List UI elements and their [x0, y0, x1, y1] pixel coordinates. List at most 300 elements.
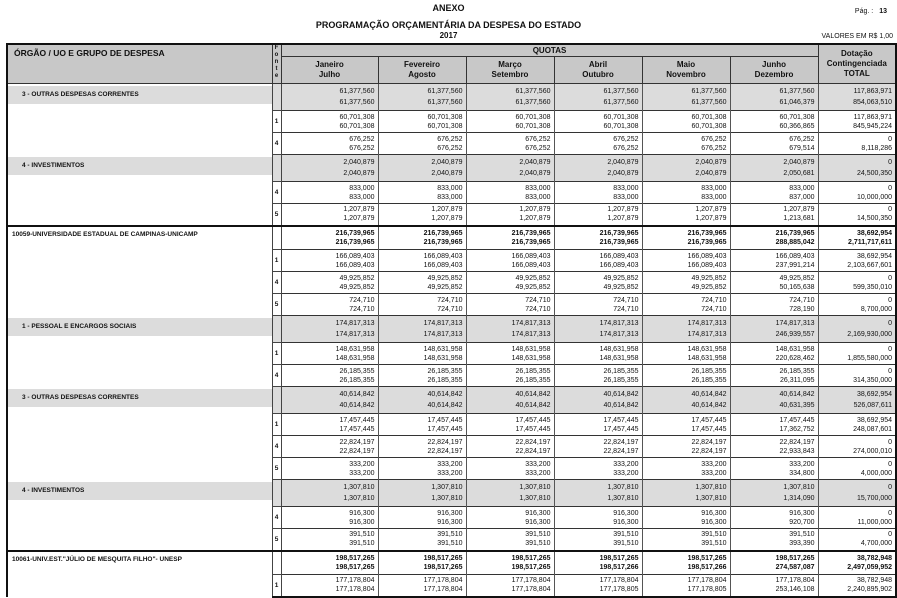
month-value-cell — [642, 133, 730, 155]
value-first-semester: 1,307,810 — [695, 484, 727, 491]
month-value-cell — [281, 226, 378, 250]
value-first-semester: 166,089,403 — [423, 252, 463, 260]
month-value-cell — [281, 111, 378, 133]
value-second-semester: 22,824,197 — [339, 447, 375, 455]
month-header-1 — [281, 57, 378, 84]
value-second-semester: 2,040,879 — [431, 170, 463, 177]
month-value-cell — [281, 414, 378, 436]
value-first-semester: 216,739,965 — [599, 229, 639, 237]
month-value-cell — [642, 250, 730, 272]
month-value-cell — [378, 294, 466, 316]
value-second-semester: 60,701,308 — [427, 122, 463, 130]
fonte-code: 5 — [272, 458, 281, 480]
month-value-cell — [281, 316, 378, 343]
value-second-semester: 61,377,560 — [691, 99, 727, 106]
fonte-code — [272, 155, 281, 182]
value-first-semester: 0 — [888, 531, 893, 539]
month-value-cell — [378, 133, 466, 155]
month-top: Fevereiro — [403, 60, 441, 69]
value-first-semester: 148,631,958 — [511, 345, 551, 353]
month-value-cell — [730, 529, 818, 551]
value-second-semester: 274,000,010 — [853, 447, 893, 455]
value-second-semester: 40,614,842 — [691, 402, 727, 409]
empty-label-cell — [7, 204, 272, 226]
value-first-semester: 40,614,842 — [339, 391, 375, 398]
fonte-code — [272, 226, 281, 250]
value-first-semester: 0 — [888, 135, 893, 143]
month-value-cell — [281, 480, 378, 507]
empty-label-cell — [7, 529, 272, 551]
value-first-semester: 148,631,958 — [775, 345, 815, 353]
value-second-semester: 288,885,042 — [775, 238, 815, 246]
unit-label: 10059-UNIVERSIDADE ESTADUAL DE CAMPINAS-UNICAMP — [12, 230, 198, 238]
month-value-cell — [466, 155, 554, 182]
month-value-cell — [378, 111, 466, 133]
empty-label-cell — [7, 343, 272, 365]
value-second-semester: 1,213,681 — [783, 215, 815, 223]
total-cell — [818, 436, 896, 458]
month-value-cell — [730, 480, 818, 507]
value-second-semester: 333,200 — [525, 469, 551, 477]
value-first-semester: 22,824,197 — [691, 438, 727, 446]
fonte-code — [272, 387, 281, 414]
value-first-semester: 26,185,355 — [515, 367, 551, 375]
value-first-semester: 916,300 — [349, 509, 375, 517]
month-value-cell — [554, 250, 642, 272]
value-second-semester: 2,040,879 — [519, 170, 551, 177]
month-value-cell — [554, 436, 642, 458]
fonte-row — [7, 436, 896, 458]
value-second-semester: 333,200 — [437, 469, 463, 477]
month-value-cell — [466, 480, 554, 507]
month-value-cell — [730, 111, 818, 133]
value-first-semester: 2,040,879 — [695, 159, 727, 166]
month-value-cell — [642, 551, 730, 575]
value-first-semester: 676,252 — [613, 135, 639, 143]
value-first-semester: 49,925,852 — [339, 274, 375, 282]
fonte-code: 1 — [272, 111, 281, 133]
value-first-semester: 61,377,560 — [427, 88, 463, 95]
value-first-semester: 166,089,403 — [687, 252, 727, 260]
month-value-cell — [730, 387, 818, 414]
value-second-semester: 333,200 — [349, 469, 375, 477]
value-first-semester: 2,040,879 — [607, 159, 639, 166]
group-label-cell — [7, 84, 272, 111]
month-value-cell — [378, 414, 466, 436]
value-first-semester: 17,457,445 — [691, 416, 727, 424]
value-first-semester: 38,782,948 — [857, 577, 893, 585]
value-second-semester: 174,817,313 — [423, 331, 463, 338]
month-value-cell — [466, 250, 554, 272]
value-first-semester: 40,614,842 — [779, 391, 815, 398]
value-second-semester: 148,631,958 — [511, 354, 551, 362]
value-first-semester: 724,710 — [789, 296, 815, 304]
empty-label-cell — [7, 365, 272, 387]
group-label: 4 - INVESTIMENTOS — [8, 482, 272, 500]
value-first-semester: 166,089,403 — [775, 252, 815, 260]
value-second-semester: 333,200 — [613, 469, 639, 477]
value-first-semester: 17,457,445 — [603, 416, 639, 424]
month-value-cell — [642, 84, 730, 111]
month-value-cell — [642, 204, 730, 226]
value-second-semester: 676,252 — [613, 144, 639, 152]
group-label-cell — [7, 480, 272, 507]
month-value-cell — [281, 155, 378, 182]
value-second-semester: 166,089,403 — [335, 261, 375, 269]
month-value-cell — [378, 387, 466, 414]
value-second-semester: 916,300 — [437, 518, 463, 526]
value-second-semester: 854,063,510 — [853, 99, 893, 106]
fonte-code: 4 — [272, 436, 281, 458]
value-first-semester: 391,510 — [437, 531, 463, 539]
value-second-semester: 837,000 — [789, 193, 815, 201]
value-second-semester: 676,252 — [525, 144, 551, 152]
value-first-semester: 40,614,842 — [515, 391, 551, 398]
value-first-semester: 49,925,852 — [515, 274, 551, 282]
value-second-semester: 148,631,958 — [599, 354, 639, 362]
value-second-semester: 148,631,958 — [423, 354, 463, 362]
value-second-semester: 198,517,266 — [687, 563, 727, 571]
month-value-cell — [466, 529, 554, 551]
total-header-line2: Contingenciada — [826, 59, 887, 68]
value-first-semester: 38,692,954 — [857, 416, 893, 424]
value-first-semester: 0 — [888, 345, 893, 353]
value-second-semester: 679,514 — [789, 144, 815, 152]
value-first-semester: 676,252 — [349, 135, 375, 143]
value-first-semester: 0 — [888, 206, 893, 214]
month-value-cell — [642, 480, 730, 507]
empty-label-cell — [7, 507, 272, 529]
fonte-code — [272, 84, 281, 111]
month-value-cell — [554, 182, 642, 204]
value-first-semester: 216,739,965 — [423, 229, 463, 237]
value-first-semester: 0 — [888, 320, 893, 327]
value-first-semester: 333,200 — [525, 460, 551, 468]
value-first-semester: 391,510 — [525, 531, 551, 539]
month-value-cell — [281, 387, 378, 414]
value-first-semester: 198,517,265 — [775, 554, 815, 562]
value-second-semester: 40,614,842 — [339, 402, 375, 409]
value-first-semester: 0 — [888, 367, 893, 375]
month-value-cell — [466, 458, 554, 480]
group-label: 4 - INVESTIMENTOS — [8, 157, 272, 175]
value-second-semester: 724,710 — [349, 305, 375, 313]
value-first-semester: 40,614,842 — [427, 391, 463, 398]
value-second-semester: 174,817,313 — [687, 331, 727, 338]
value-first-semester: 17,457,445 — [779, 416, 815, 424]
value-second-semester: 60,701,308 — [339, 122, 375, 130]
month-value-cell — [554, 111, 642, 133]
value-second-semester: 198,517,266 — [599, 563, 639, 571]
month-value-cell — [554, 480, 642, 507]
value-first-semester: 117,863,971 — [853, 113, 893, 121]
value-first-semester: 391,510 — [789, 531, 815, 539]
value-first-semester: 177,178,804 — [423, 577, 463, 585]
month-value-cell — [730, 316, 818, 343]
value-first-semester: 38,692,954 — [857, 391, 893, 398]
month-value-cell — [730, 204, 818, 226]
value-second-semester: 49,925,852 — [603, 283, 639, 291]
value-second-semester: 216,739,965 — [687, 238, 727, 246]
value-first-semester: 833,000 — [613, 184, 639, 192]
total-cell — [818, 155, 896, 182]
value-second-semester: 1,307,810 — [607, 495, 639, 502]
value-first-semester: 0 — [888, 460, 893, 468]
value-first-semester: 177,178,804 — [511, 577, 551, 585]
month-value-cell — [378, 155, 466, 182]
value-second-semester: 40,614,842 — [603, 402, 639, 409]
value-first-semester: 0 — [888, 184, 893, 192]
month-value-cell — [281, 365, 378, 387]
value-second-semester: 61,377,560 — [339, 99, 375, 106]
fonte-row — [7, 343, 896, 365]
fonte-row — [7, 182, 896, 204]
month-value-cell — [378, 182, 466, 204]
value-first-semester: 676,252 — [525, 135, 551, 143]
value-second-semester: 198,517,265 — [511, 563, 551, 571]
value-first-semester: 1,307,810 — [607, 484, 639, 491]
month-header-6 — [730, 57, 818, 84]
month-bottom: Julho — [318, 70, 341, 79]
total-cell — [818, 387, 896, 414]
value-second-semester: 2,240,895,902 — [847, 586, 893, 594]
value-second-semester: 724,710 — [701, 305, 727, 313]
value-first-semester: 391,510 — [613, 531, 639, 539]
value-first-semester: 38,782,948 — [857, 554, 893, 562]
value-first-semester: 0 — [888, 484, 893, 491]
value-second-semester: 391,510 — [613, 540, 639, 548]
value-second-semester: 237,991,214 — [775, 261, 815, 269]
value-second-semester: 1,207,879 — [695, 215, 727, 223]
value-first-semester: 1,307,810 — [343, 484, 375, 491]
value-first-semester: 676,252 — [789, 135, 815, 143]
value-first-semester: 17,457,445 — [515, 416, 551, 424]
value-first-semester: 22,824,197 — [427, 438, 463, 446]
total-cell — [818, 316, 896, 343]
value-first-semester: 1,207,879 — [431, 206, 463, 214]
value-second-semester: 248,087,601 — [853, 425, 893, 433]
month-value-cell — [378, 551, 466, 575]
value-first-semester: 833,000 — [437, 184, 463, 192]
value-second-semester: 2,050,681 — [783, 170, 815, 177]
month-value-cell — [642, 294, 730, 316]
fonte-code: 5 — [272, 204, 281, 226]
month-value-cell — [554, 529, 642, 551]
value-second-semester: 15,700,000 — [857, 495, 893, 502]
month-value-cell — [730, 226, 818, 250]
total-column-header — [818, 44, 896, 84]
month-value-cell — [378, 316, 466, 343]
value-first-semester: 0 — [888, 509, 893, 517]
month-value-cell — [642, 529, 730, 551]
value-second-semester: 148,631,958 — [335, 354, 375, 362]
value-second-semester: 198,517,265 — [335, 563, 375, 571]
value-second-semester: 920,700 — [789, 518, 815, 526]
fonte-code: 4 — [272, 507, 281, 529]
value-first-semester: 2,040,879 — [519, 159, 551, 166]
value-first-semester: 333,200 — [701, 460, 727, 468]
total-cell — [818, 480, 896, 507]
month-bottom: Outubro — [582, 70, 614, 79]
value-first-semester: 26,185,355 — [691, 367, 727, 375]
value-first-semester: 174,817,313 — [335, 320, 375, 327]
month-value-cell — [466, 272, 554, 294]
fonte-code: 4 — [272, 133, 281, 155]
value-second-semester: 391,510 — [701, 540, 727, 548]
value-first-semester: 333,200 — [613, 460, 639, 468]
month-value-cell — [378, 480, 466, 507]
value-first-semester: 40,614,842 — [603, 391, 639, 398]
month-value-cell — [730, 575, 818, 597]
value-second-semester: 391,510 — [525, 540, 551, 548]
total-cell — [818, 133, 896, 155]
value-second-semester: 1,207,879 — [431, 215, 463, 223]
total-cell — [818, 414, 896, 436]
month-value-cell — [730, 458, 818, 480]
value-second-semester: 1,855,580,000 — [847, 354, 893, 362]
value-first-semester: 174,817,313 — [687, 320, 727, 327]
total-cell — [818, 551, 896, 575]
value-second-semester: 17,362,752 — [779, 425, 815, 433]
month-value-cell — [554, 387, 642, 414]
value-second-semester: 253,146,108 — [775, 586, 815, 594]
value-first-semester: 166,089,403 — [599, 252, 639, 260]
fonte-row — [7, 529, 896, 551]
month-value-cell — [466, 294, 554, 316]
value-second-semester: 177,178,805 — [687, 586, 727, 594]
value-first-semester: 38,692,954 — [857, 252, 893, 260]
month-header-3 — [466, 57, 554, 84]
value-first-semester: 198,517,265 — [687, 554, 727, 562]
value-second-semester: 177,178,805 — [599, 586, 639, 594]
month-value-cell — [730, 250, 818, 272]
value-second-semester: 61,377,560 — [603, 99, 639, 106]
month-value-cell — [554, 272, 642, 294]
value-first-semester: 1,207,879 — [783, 206, 815, 214]
month-value-cell — [554, 316, 642, 343]
table-body — [7, 84, 896, 597]
month-value-cell — [642, 575, 730, 597]
month-header-5 — [642, 57, 730, 84]
total-cell — [818, 182, 896, 204]
value-first-semester: 1,307,810 — [783, 484, 815, 491]
value-second-semester: 724,710 — [613, 305, 639, 313]
group-row — [7, 316, 896, 343]
month-value-cell — [554, 204, 642, 226]
value-second-semester: 334,800 — [789, 469, 815, 477]
value-first-semester: 26,185,355 — [427, 367, 463, 375]
month-value-cell — [281, 507, 378, 529]
month-value-cell — [730, 272, 818, 294]
value-first-semester: 724,710 — [701, 296, 727, 304]
value-first-semester: 26,185,355 — [779, 367, 815, 375]
month-value-cell — [730, 155, 818, 182]
group-row — [7, 387, 896, 414]
value-first-semester: 60,701,308 — [339, 113, 375, 121]
fonte-code: 5 — [272, 529, 281, 551]
total-cell — [818, 575, 896, 597]
value-second-semester: 916,300 — [349, 518, 375, 526]
month-value-cell — [466, 133, 554, 155]
value-second-semester: 60,701,308 — [691, 122, 727, 130]
month-value-cell — [281, 250, 378, 272]
value-first-semester: 166,089,403 — [511, 252, 551, 260]
value-second-semester: 216,739,965 — [335, 238, 375, 246]
month-value-cell — [642, 365, 730, 387]
value-second-semester: 8,700,000 — [860, 305, 893, 313]
value-first-semester: 148,631,958 — [335, 345, 375, 353]
value-second-semester: 1,207,879 — [343, 215, 375, 223]
value-second-semester: 1,307,810 — [431, 495, 463, 502]
value-first-semester: 61,377,560 — [515, 88, 551, 95]
month-value-cell — [378, 529, 466, 551]
value-second-semester: 676,252 — [349, 144, 375, 152]
total-cell — [818, 507, 896, 529]
month-value-cell — [642, 414, 730, 436]
value-first-semester: 391,510 — [349, 531, 375, 539]
value-second-semester: 833,000 — [525, 193, 551, 201]
report-year: 2017 — [439, 31, 458, 40]
month-value-cell — [554, 226, 642, 250]
month-top: Abril — [588, 60, 608, 69]
value-first-semester: 38,692,954 — [857, 229, 893, 237]
month-value-cell — [466, 507, 554, 529]
value-second-semester: 50,165,638 — [779, 283, 815, 291]
value-second-semester: 1,307,810 — [695, 495, 727, 502]
value-second-semester: 1,207,879 — [519, 215, 551, 223]
month-value-cell — [554, 458, 642, 480]
value-first-semester: 60,701,308 — [779, 113, 815, 121]
value-first-semester: 216,739,965 — [775, 229, 815, 237]
value-first-semester: 916,300 — [613, 509, 639, 517]
value-second-semester: 17,457,445 — [691, 425, 727, 433]
value-second-semester: 22,824,197 — [691, 447, 727, 455]
group-label: 3 - OUTRAS DESPESAS CORRENTES — [8, 389, 272, 407]
month-bottom: Novembro — [666, 70, 706, 79]
month-value-cell — [281, 436, 378, 458]
total-header-line3: TOTAL — [843, 69, 870, 78]
value-first-semester: 49,925,852 — [603, 274, 639, 282]
month-value-cell — [730, 365, 818, 387]
value-second-semester: 166,089,403 — [511, 261, 551, 269]
month-value-cell — [642, 226, 730, 250]
unit-row — [7, 226, 896, 250]
value-second-semester: 17,457,445 — [339, 425, 375, 433]
value-second-semester: 22,824,197 — [515, 447, 551, 455]
value-second-semester: 8,118,286 — [861, 144, 893, 152]
month-value-cell — [642, 387, 730, 414]
value-first-semester: 40,614,842 — [691, 391, 727, 398]
value-first-semester: 177,178,804 — [599, 577, 639, 585]
value-first-semester: 26,185,355 — [603, 367, 639, 375]
month-bottom: Dezembro — [754, 70, 794, 79]
total-cell — [818, 458, 896, 480]
value-second-semester: 724,710 — [525, 305, 551, 313]
value-first-semester: 1,207,879 — [607, 206, 639, 214]
group-label-cell — [7, 387, 272, 414]
month-value-cell — [642, 507, 730, 529]
page-indicator — [855, 8, 887, 15]
month-value-cell — [466, 204, 554, 226]
month-value-cell — [642, 458, 730, 480]
page-number: 13 — [879, 8, 887, 15]
value-second-semester: 2,040,879 — [343, 170, 375, 177]
value-second-semester: 14,500,350 — [857, 215, 893, 223]
value-first-semester: 916,300 — [701, 509, 727, 517]
value-first-semester: 174,817,313 — [599, 320, 639, 327]
value-first-semester: 148,631,958 — [687, 345, 727, 353]
month-value-cell — [281, 529, 378, 551]
